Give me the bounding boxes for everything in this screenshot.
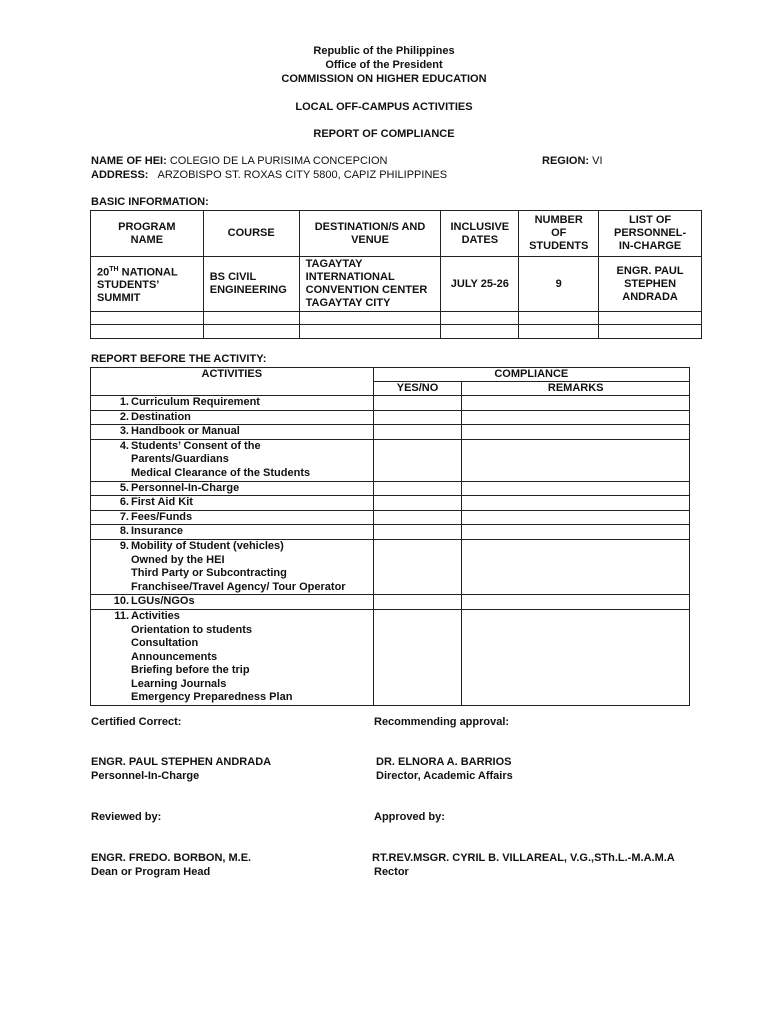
activity-item: 6. First Aid Kit <box>91 496 374 511</box>
remarks-cell <box>462 539 690 594</box>
activity-item: 5. Personnel-In-Charge <box>91 481 374 496</box>
cell-personnel: ENGR. PAUL STEPHEN ANDRADA <box>599 257 702 312</box>
table-row <box>91 312 702 325</box>
certified-correct-label: Certified Correct: <box>91 716 182 728</box>
header-office: Office of the President <box>325 59 443 71</box>
table-row <box>91 525 690 540</box>
address-line <box>91 169 447 181</box>
cell-program-name: 20TH NATIONAL STUDENTS’ SUMMIT <box>91 257 204 312</box>
report-header-row <box>91 368 690 382</box>
table-row <box>91 439 690 481</box>
header-destination: DESTINATION/S AND VENUE <box>299 211 441 257</box>
hei-name-line <box>91 155 387 167</box>
recommending-approval-label: Recommending approval: <box>374 716 510 728</box>
remarks-cell <box>462 595 690 610</box>
activity-item: 7. Fees/Funds <box>91 510 374 525</box>
remarks-cell <box>462 425 690 440</box>
remarks-cell <box>462 410 690 425</box>
approved-title: Rector <box>374 866 409 878</box>
report-table <box>90 367 690 706</box>
activity-item: 10. LGUs/NGOs <box>91 595 374 610</box>
cell-course: BS CIVIL ENGINEERING <box>203 257 299 312</box>
hei-label: NAME OF HEI: <box>91 155 167 167</box>
recommending-name: DR. ELNORA A. BARRIOS <box>376 756 512 768</box>
activity-item: 2. Destination <box>91 410 374 425</box>
yes-no-cell <box>373 425 462 440</box>
basic-header-row <box>91 211 702 257</box>
report-before-title: REPORT BEFORE THE ACTIVITY: <box>91 353 267 365</box>
table-row <box>91 539 690 594</box>
header-program-name: PROGRAM NAME <box>91 211 204 257</box>
header-republic: Republic of the Philippines <box>313 45 455 57</box>
header-list-of-personnel: LIST OF PERSONNEL- IN-CHARGE <box>599 211 702 257</box>
cell-destination: TAGAYTAY INTERNATIONAL CONVENTION CENTER TAGAYTAY CITY <box>299 257 441 312</box>
region-line <box>542 155 603 167</box>
approved-name: RT.REV.MSGR. CYRIL B. VILLAREAL, V.G.,STh.L.-M.A.M.A <box>372 852 675 864</box>
approved-by-label: Approved by: <box>374 811 445 823</box>
address-label: ADDRESS: <box>91 169 149 181</box>
table-row <box>91 410 690 425</box>
remarks-cell <box>462 481 690 496</box>
header-yes-no: YES/NO <box>373 382 462 396</box>
header-number-of-students: NUMBER OF STUDENTS <box>519 211 599 257</box>
remarks-cell <box>462 609 690 705</box>
header-compliance: COMPLIANCE <box>373 368 689 382</box>
yes-no-cell <box>373 410 462 425</box>
reviewed-name: ENGR. FREDO. BORBON, M.E. <box>91 852 252 864</box>
yes-no-cell <box>373 510 462 525</box>
remarks-cell <box>462 496 690 511</box>
yes-no-cell <box>373 396 462 411</box>
cell-dates: JULY 25-26 <box>441 257 519 312</box>
activity-item: 11. Activities Orientation to students Consultation Announcements Briefing before the trip Learning Journals Emergency Preparedness Plan <box>91 609 374 705</box>
hei-value: COLEGIO DE LA PURISIMA CONCEPCION <box>169 155 388 167</box>
remarks-cell <box>462 396 690 411</box>
header-course: COURSE <box>203 211 299 257</box>
address-value: ARZOBISPO ST. ROXAS CITY 5800, CAPIZ PHILIPPINES <box>157 169 448 181</box>
remarks-cell <box>462 510 690 525</box>
activity-item: 1. Curriculum Requirement <box>91 396 374 411</box>
yes-no-cell <box>373 539 462 594</box>
yes-no-cell <box>373 439 462 481</box>
reviewed-by-label: Reviewed by: <box>91 811 162 823</box>
activity-item: 3. Handbook or Manual <box>91 425 374 440</box>
yes-no-cell <box>373 525 462 540</box>
header-report-title: REPORT OF COMPLIANCE <box>313 128 455 140</box>
activity-item: 8. Insurance <box>91 525 374 540</box>
yes-no-cell <box>373 496 462 511</box>
region-label: REGION: <box>542 155 590 167</box>
basic-info-title: BASIC INFORMATION: <box>91 196 209 208</box>
region-value: VI <box>592 155 603 167</box>
header-commission: COMMISSION ON HIGHER EDUCATION <box>281 73 487 85</box>
certified-title: Personnel-In-Charge <box>91 770 200 782</box>
header-activities: ACTIVITIES <box>91 368 374 396</box>
header-activity-type: LOCAL OFF-CAMPUS ACTIVITIES <box>295 101 473 113</box>
table-row <box>91 496 690 511</box>
header-remarks: REMARKS <box>462 382 690 396</box>
certified-name: ENGR. PAUL STEPHEN ANDRADA <box>91 756 272 768</box>
remarks-cell <box>462 525 690 540</box>
activity-item: 9. Mobility of Student (vehicles) Owned by the HEI Third Party or Subcontracting Franchisee/Travel Agency/ Tour Operator <box>91 539 374 594</box>
table-row <box>91 325 702 339</box>
activity-item: 4. Students’ Consent of the Parents/Guardians Medical Clearance of the Students <box>91 439 374 481</box>
basic-info-table <box>90 210 702 339</box>
table-row <box>91 396 690 411</box>
table-row <box>91 481 690 496</box>
cell-students: 9 <box>519 257 599 312</box>
remarks-cell <box>462 439 690 481</box>
table-row <box>91 609 690 705</box>
recommending-title: Director, Academic Affairs <box>376 770 513 782</box>
table-row <box>91 595 690 610</box>
yes-no-cell <box>373 595 462 610</box>
table-row <box>91 425 690 440</box>
header-inclusive-dates: INCLUSIVE DATES <box>441 211 519 257</box>
table-row <box>91 257 702 312</box>
yes-no-cell <box>373 609 462 705</box>
reviewed-title: Dean or Program Head <box>91 866 211 878</box>
yes-no-cell <box>373 481 462 496</box>
table-row <box>91 510 690 525</box>
